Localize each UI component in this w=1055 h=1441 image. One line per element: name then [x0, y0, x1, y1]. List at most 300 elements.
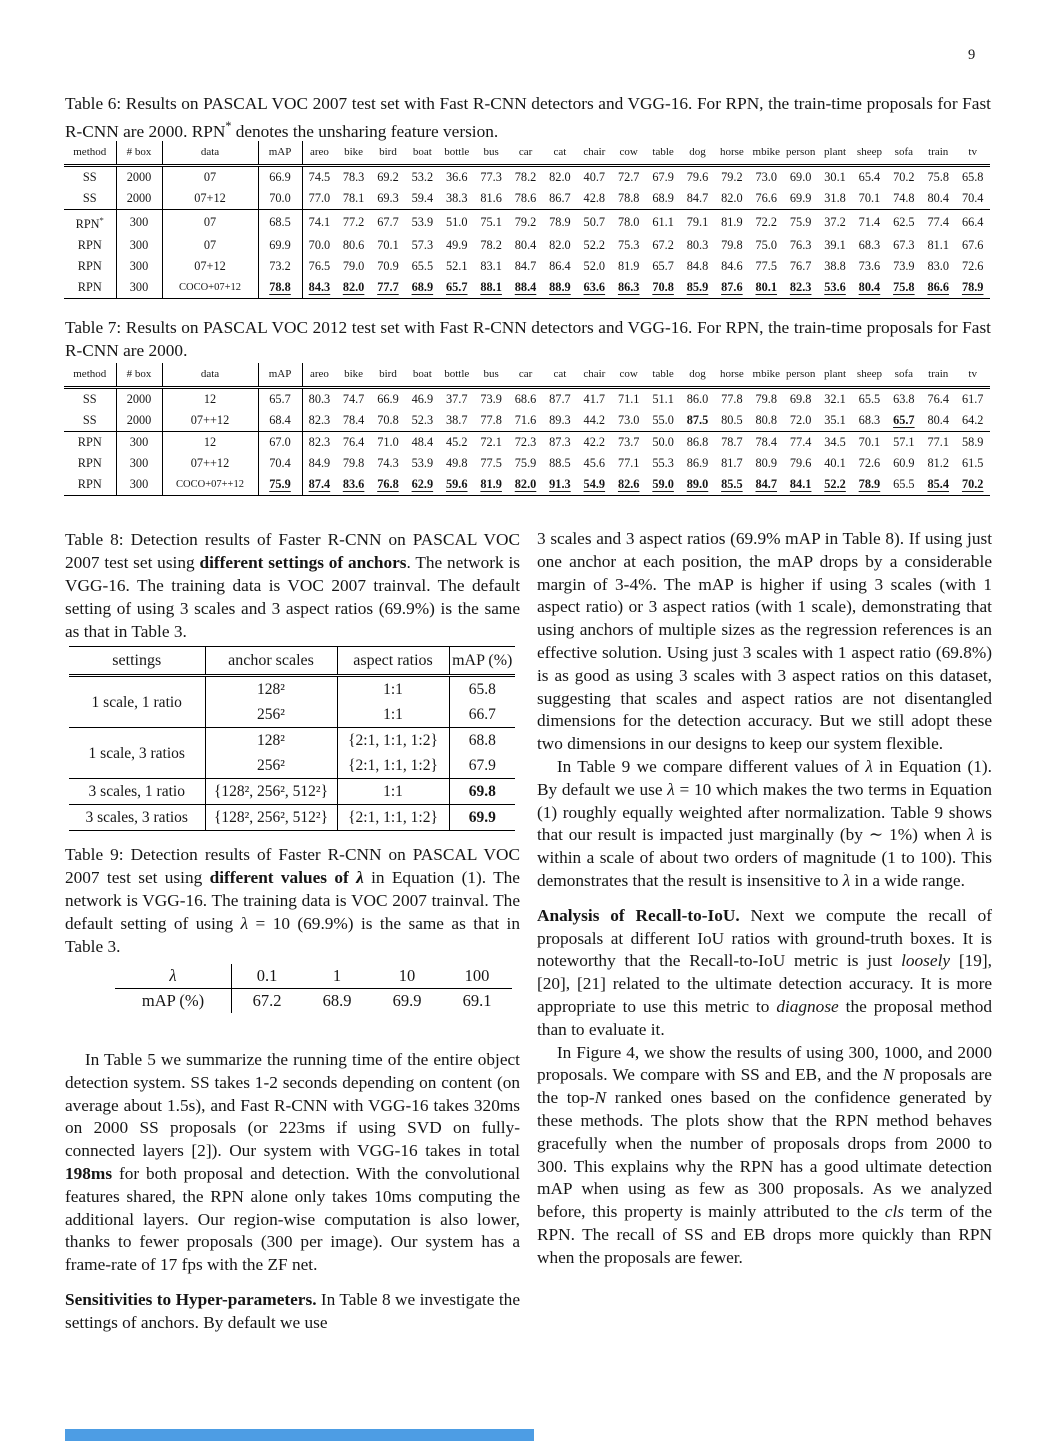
text-segment: λ — [667, 779, 675, 799]
table7-data-cell: 12 — [162, 388, 258, 411]
table7-caption — [65, 316, 991, 362]
table6-value-cell: 65.4 — [858, 170, 881, 184]
table7-value-cell: 45.2 — [440, 432, 474, 454]
text-segment: loosely — [901, 951, 951, 971]
table8-map-cell: 65.8 — [468, 681, 496, 698]
table7-value-cell: 72.0 — [789, 413, 812, 427]
text-segment: for both proposal and detection. With the convolutional features shared, the RPN alone only takes 10ms computing the additional layers. Our region-wise computation is also lower, thanks to fewer proposals (300 per image). Our system has a frame-rate of 17 fps with the ZF net. — [65, 1163, 520, 1275]
table6-header-bottle: bottle — [440, 141, 474, 166]
table6-value-cell: 69.3 — [377, 191, 399, 205]
table7-value-cell: 52.2 — [818, 474, 852, 496]
table8-scales-cell: 256² — [205, 753, 337, 779]
table7-value-cell: 46.9 — [411, 392, 434, 406]
table8-map-cell: 69.8 — [449, 779, 515, 805]
table7-value-cell: 61.7 — [961, 392, 984, 406]
table8-ratios-cell: 1:1 — [337, 676, 449, 703]
table6-value-cell: 74.5 — [308, 170, 331, 184]
table6-value-cell: 73.9 — [893, 259, 915, 274]
paragraph-figure4 — [537, 1042, 992, 1270]
table7-value-cell: 70.2 — [955, 474, 990, 496]
table6-data-cell: 07 — [162, 210, 258, 236]
table6-value-cell: 39.1 — [824, 238, 846, 253]
table6-header-car: car — [508, 141, 542, 166]
table8-scales-cell: {128², 256², 512²} — [205, 779, 337, 805]
table7-value-cell: 72.3 — [508, 432, 542, 454]
table7-value-cell: 42.2 — [577, 432, 611, 454]
table9-caption — [65, 843, 520, 958]
table6-data-cell: 07 — [162, 235, 258, 256]
table7-value-cell: 81.2 — [927, 456, 949, 470]
text-segment: term of the RPN. The recall of SS and EB drops more quickly than RPN when the proposals are fewer. — [537, 1202, 992, 1267]
table6-value-cell: 68.9 — [652, 191, 674, 205]
footer-link-bar — [65, 1429, 534, 1441]
table6-method-cell: RPN — [64, 277, 116, 299]
table6-value-cell: 65.5 — [411, 259, 434, 274]
table7-value-cell: 78.4 — [342, 413, 365, 427]
table6-value-cell: 81.9 — [617, 259, 640, 274]
table6-value-cell: 38.8 — [824, 259, 846, 274]
table7-value-cell: 65.5 — [887, 474, 921, 496]
table6-map-cell: 70.0 — [258, 188, 302, 210]
text-segment: in a wide range. — [850, 870, 965, 890]
table6-value-cell: 70.2 — [893, 170, 915, 184]
text-segment: 3 scales and 3 aspect ratios (69.9% mAP in Table 8). If using just one anchor at each position, the mAP drops by a considerable margin of 3-4%. The mAP is higher if using 3 scales (with 1 aspect ratio) or 3 aspect ratios (with 1 scale), demonstrating that using anchors of multiple sizes as the regression references is an effective solution. Using just 3 scales with 1 aspect ratio (69.8%) is as good as using 3 scales with 3 aspect ratios on this dataset, suggesting that scales and aspect ratios are not disentangled dimensions for the detection accuracy. But we still adopt these two dimensions in our designs to keep our system flexible. — [537, 529, 992, 754]
table7-value-cell: 79.6 — [789, 456, 812, 470]
table7-value-cell: 74.3 — [377, 456, 399, 470]
text-segment: denotes the unsharing feature version. — [231, 121, 499, 141]
table6-value-cell: 86.6 — [921, 277, 955, 299]
table6-value-cell: 76.3 — [789, 238, 812, 253]
table7-value-cell: 72.6 — [858, 456, 881, 470]
table7-value-cell: 41.7 — [583, 392, 606, 406]
table6-method-cell: RPN — [64, 256, 116, 277]
table8-anchor-settings — [65, 646, 520, 831]
table7-value-cell: 78.9 — [852, 474, 886, 496]
text-segment: N — [882, 1065, 895, 1085]
table9-map-value: 69.1 — [462, 991, 492, 1010]
table6-value-cell: 65.7 — [440, 277, 474, 299]
table8-settings-cell: 1 scale, 3 ratios — [69, 728, 205, 779]
text-segment: In Table 5 we summarize the running time of the entire object detection system. SS takes 1-2 seconds depending on content (on average about 1.5s), and Fast R-CNN with VGG-16 takes 320ms on 2000 SS proposals (or 223ms if using SVD on fully-connected layers [2]). Our system with VGG-16 takes in total — [65, 1050, 520, 1161]
table7-value-cell: 77.1 — [617, 456, 640, 470]
table7-value-cell: 69.8 — [789, 392, 812, 406]
table9-lambda-values — [65, 964, 520, 1013]
table6-value-cell: 77.0 — [308, 191, 331, 205]
table6-value-cell: 79.2 — [508, 210, 542, 236]
table6-data-cell: 07 — [162, 166, 258, 189]
table7-value-cell: 71.6 — [514, 413, 537, 427]
table6-value-cell: 66.4 — [955, 210, 990, 236]
table7-value-cell: 35.1 — [824, 413, 846, 427]
text-segment: Next we compute the recall of proposals at different IoU ratios with ground-truth boxes. It is noteworthy that the Recall-to-IoU metric is just — [537, 905, 992, 971]
table7-value-cell: 70.8 — [377, 413, 399, 427]
table6-value-cell: 30.1 — [824, 170, 846, 184]
table7-header-chair: chair — [577, 363, 611, 388]
table9-map-label: mAP (%) — [115, 989, 232, 1014]
table7-value-cell: 58.9 — [955, 432, 990, 454]
text-segment: Analysis of Recall-to-IoU. — [537, 905, 740, 925]
table6-header-bird: bird — [371, 141, 405, 166]
table9-lambda-value-header: 10 — [372, 964, 442, 989]
table6-value-cell: 76.5 — [308, 259, 331, 274]
table6-value-cell: 79.0 — [342, 259, 365, 274]
table6-value-cell: 85.9 — [680, 277, 714, 299]
table9-lambda-value-header: 100 — [442, 964, 512, 989]
text-segment: in Equation (1). The network is VGG-16. The training data is VOC 2007 trainval. The default setting of using — [65, 868, 520, 933]
table6-value-cell: 68.3 — [858, 238, 881, 253]
table6-value-cell: 78.0 — [612, 210, 646, 236]
table7-header-data: data — [162, 363, 258, 388]
table7-header-car: car — [508, 363, 542, 388]
table6-value-cell: 75.8 — [887, 277, 921, 299]
table7-value-cell: 86.8 — [680, 432, 714, 454]
text-segment: λ — [842, 870, 851, 890]
table6-value-cell: 86.7 — [549, 191, 571, 205]
table8-map-cell: 66.7 — [468, 706, 496, 723]
table7-value-cell: 70.1 — [852, 432, 886, 454]
table7-value-cell: 80.4 — [927, 413, 949, 427]
table6-header-train: train — [921, 141, 955, 166]
table7-value-cell: 81.9 — [474, 474, 508, 496]
text-segment: In Figure 4, we show the results of using 300, 1000, and 2000 proposals. We compare with SS and EB, and the — [537, 1042, 992, 1085]
text-segment: N — [594, 1088, 607, 1108]
table7-header-plant: plant — [818, 363, 852, 388]
table6-value-cell: 80.4 — [514, 238, 537, 253]
table7-value-cell: 66.9 — [377, 392, 399, 406]
table7-header-bird: bird — [371, 363, 405, 388]
table7-value-cell: 59.6 — [440, 474, 474, 496]
text-segment: proposals are the top- — [537, 1065, 992, 1108]
right-column — [537, 528, 992, 1270]
table7-header-bottle: bottle — [440, 363, 474, 388]
table6-header-horse: horse — [715, 141, 749, 166]
table9-map-value: 68.9 — [322, 991, 352, 1010]
table6-value-cell: 72.7 — [617, 170, 640, 184]
table7-value-cell: 45.6 — [583, 456, 606, 470]
text-segment: λ — [240, 914, 249, 933]
table7-method-cell: RPN — [64, 474, 116, 496]
text-segment: . The network is VGG-16. The training data is VOC 2007 trainval. The default setting of using 3 scales and 3 aspect ratios (69.9%) is the same as that in Table 3. — [65, 553, 520, 641]
table6-header-chair: chair — [577, 141, 611, 166]
table8-map-cell: 67.9 — [468, 757, 496, 774]
table7-header-person: person — [783, 363, 817, 388]
table6-value-cell: 75.1 — [474, 210, 508, 236]
table6-value-cell: 75.3 — [617, 238, 640, 253]
table8-ratios-cell: 1:1 — [337, 702, 449, 728]
table7-value-cell: 80.8 — [755, 413, 778, 427]
table7-header-sofa: sofa — [887, 363, 921, 388]
table9-lambda-value-header: 1 — [302, 964, 372, 989]
asterisk: * — [99, 215, 104, 225]
table6-header-plant: plant — [818, 141, 852, 166]
table7-data-cell: 07++12 — [162, 453, 258, 474]
table6-value-cell: 79.8 — [721, 238, 743, 253]
table7-value-cell: 72.1 — [474, 432, 508, 454]
table6-value-cell: 67.9 — [652, 170, 674, 184]
table6-value-cell: 62.5 — [887, 210, 921, 236]
table7-value-cell: 87.7 — [549, 392, 571, 406]
table6-value-cell: 78.9 — [955, 277, 990, 299]
table7-value-cell: 60.9 — [893, 456, 915, 470]
table7-header-table: table — [646, 363, 680, 388]
table7-value-cell: 73.0 — [617, 413, 640, 427]
table7-value-cell: 65.7 — [893, 413, 915, 427]
table7-value-cell: 89.0 — [680, 474, 714, 496]
table6-header-method: method — [64, 141, 116, 166]
text-segment: Table 8: Detection results of Faster R-CNN on PASCAL VOC 2007 test set using — [65, 530, 520, 572]
table6-value-cell: 79.6 — [686, 170, 709, 184]
table6-method-cell: RPN — [64, 235, 116, 256]
table6-value-cell: 80.3 — [686, 238, 709, 253]
table6-value-cell: 74.8 — [893, 191, 915, 205]
table6-value-cell: 63.6 — [577, 277, 611, 299]
table7-value-cell: 83.6 — [336, 474, 370, 496]
table6-results-voc2007 — [64, 141, 990, 299]
table6-value-cell: 67.2 — [652, 238, 674, 253]
table7-header-sheep: sheep — [852, 363, 886, 388]
table7-value-cell: 49.8 — [445, 456, 468, 470]
table6-value-cell: 51.0 — [440, 210, 474, 236]
text-segment: Table 7: Results on PASCAL VOC 2012 test set with Fast R-CNN detectors and VGG-16. For RPN, the train-time proposals for Fast R-CNN are 2000. — [65, 318, 991, 360]
text-segment: diagnose — [776, 996, 839, 1016]
table7-box-cell: 2000 — [116, 410, 162, 432]
table6-value-cell: 80.4 — [927, 191, 949, 205]
table7-value-cell: 38.7 — [445, 413, 468, 427]
table7-value-cell: 77.1 — [921, 432, 955, 454]
paragraph-recall-to-iou — [537, 905, 992, 1042]
table8-scales-cell: 128² — [205, 676, 337, 703]
table6-value-cell: 53.6 — [818, 277, 852, 299]
table7-value-cell: 55.0 — [652, 413, 674, 427]
table6-method-cell: SS — [64, 188, 116, 210]
table7-value-cell: 77.5 — [480, 456, 502, 470]
table7-value-cell: 48.4 — [405, 432, 439, 454]
table7-value-cell: 84.1 — [783, 474, 817, 496]
table7-value-cell: 75.9 — [514, 456, 537, 470]
table6-value-cell: 77.4 — [921, 210, 955, 236]
table6-value-cell: 78.9 — [543, 210, 577, 236]
table7-header-dog: dog — [680, 363, 714, 388]
table6-value-cell: 84.7 — [514, 259, 537, 274]
table8-header-settings: settings — [69, 647, 205, 676]
text-segment: different settings of anchors — [199, 553, 407, 572]
table7-value-cell: 52.3 — [411, 413, 434, 427]
text-segment: λ — [865, 756, 873, 776]
table7-value-cell: 80.9 — [755, 456, 778, 470]
table6-box-cell: 300 — [116, 235, 162, 256]
table6-box-cell: 300 — [116, 277, 162, 299]
table6-value-cell: 78.3 — [342, 170, 365, 184]
table7-value-cell: 54.9 — [577, 474, 611, 496]
left-column — [65, 528, 520, 1335]
text-segment: In Table 8 we investigate the settings of anchors. By default we use — [65, 1289, 520, 1332]
table6-value-cell: 65.8 — [961, 170, 984, 184]
text-segment: the proposal method than to evaluate it. — [537, 996, 992, 1039]
table8-header-anchorscales: anchor scales — [205, 647, 337, 676]
table7-value-cell: 74.7 — [342, 392, 365, 406]
table6-box-cell: 300 — [116, 210, 162, 236]
table6-box-cell: 2000 — [116, 166, 162, 189]
table6-value-cell: 78.2 — [480, 238, 502, 253]
table6-value-cell: 70.0 — [308, 238, 331, 253]
table7-value-cell: 53.9 — [411, 456, 434, 470]
table7-value-cell: 63.8 — [893, 392, 915, 406]
table7-header-horse: horse — [715, 363, 749, 388]
table7-value-cell: 82.0 — [508, 474, 542, 496]
table6-value-cell: 69.0 — [789, 170, 812, 184]
table7-value-cell: 50.0 — [646, 432, 680, 454]
table7-value-cell: 79.8 — [755, 392, 778, 406]
table6-value-cell: 82.0 — [336, 277, 370, 299]
table6-value-cell: 70.9 — [377, 259, 399, 274]
table6-value-cell: 67.6 — [961, 238, 984, 253]
table7-value-cell: 89.3 — [549, 413, 571, 427]
table6-value-cell: 80.1 — [749, 277, 783, 299]
table6-header-sheep: sheep — [852, 141, 886, 166]
table6-value-cell: 77.5 — [755, 259, 778, 274]
table6-value-cell: 42.8 — [583, 191, 606, 205]
table6-value-cell: 77.7 — [371, 277, 405, 299]
table7-value-cell: 76.4 — [927, 392, 949, 406]
table7-value-cell: 57.1 — [887, 432, 921, 454]
table7-value-cell: 85.5 — [715, 474, 749, 496]
table6-value-cell: 68.9 — [405, 277, 439, 299]
table8-table — [69, 646, 515, 831]
table6-value-cell: 74.1 — [302, 210, 336, 236]
table6-value-cell: 67.3 — [893, 238, 915, 253]
text-segment: ranked ones based on the confidence generated by these methods. The plots show that the RPN method behaves gracefully when the number of proposals drops from 2000 to 300. This explains why the RPN has a good ultimate detection mAP when using as few as 300 proposals. As we analyzed before, this property is mainly attributed to the — [537, 1088, 992, 1222]
table6-value-cell: 70.4 — [961, 191, 984, 205]
table7-table — [64, 363, 990, 496]
table6-header-cow: cow — [612, 141, 646, 166]
table6-data-cell: COCO+07+12 — [162, 277, 258, 299]
table6-value-cell: 83.1 — [480, 259, 502, 274]
table7-header-bus: bus — [474, 363, 508, 388]
table7-map-cell: 65.7 — [258, 388, 302, 411]
table6-value-cell: 78.8 — [617, 191, 640, 205]
table6-value-cell: 52.1 — [445, 259, 468, 274]
table6-value-cell: 67.7 — [371, 210, 405, 236]
paragraph-sensitivities — [65, 1289, 520, 1335]
table7-results-voc2012 — [64, 363, 990, 496]
table6-value-cell: 49.9 — [445, 238, 468, 253]
table6-value-cell: 86.4 — [549, 259, 571, 274]
table7-header-method: method — [64, 363, 116, 388]
table6-value-cell: 75.0 — [755, 238, 778, 253]
text-segment: Sensitivities to Hyper-parameters. — [65, 1289, 317, 1309]
table7-value-cell: 65.5 — [858, 392, 881, 406]
table6-value-cell: 79.2 — [721, 170, 743, 184]
table6-value-cell: 84.7 — [686, 191, 709, 205]
table7-header-bike: bike — [336, 363, 370, 388]
table7-value-cell: 62.9 — [405, 474, 439, 496]
table7-value-cell: 77.8 — [721, 392, 743, 406]
table6-value-cell: 59.4 — [411, 191, 434, 205]
table7-map-cell: 70.4 — [258, 453, 302, 474]
table7-header-mAP: mAP — [258, 363, 302, 388]
table7-header-cat: cat — [543, 363, 577, 388]
page-number: 9 — [968, 47, 976, 63]
table6-data-cell: 07+12 — [162, 188, 258, 210]
text-segment: 198ms — [65, 1163, 113, 1183]
table7-value-cell: 37.7 — [445, 392, 468, 406]
table6-value-cell: 77.2 — [336, 210, 370, 236]
table6-value-cell: 69.9 — [789, 191, 812, 205]
table8-scales-cell: 256² — [205, 702, 337, 728]
table6-value-cell: 82.0 — [721, 191, 743, 205]
table6-value-cell: 88.9 — [543, 277, 577, 299]
table7-value-cell: 82.3 — [302, 432, 336, 454]
table6-value-cell: 57.3 — [411, 238, 434, 253]
table7-value-cell: 51.1 — [652, 392, 674, 406]
table9-table — [115, 964, 512, 1013]
table6-map-cell: 68.5 — [258, 210, 302, 236]
table8-ratios-cell: {2:1, 1:1, 1:2} — [337, 728, 449, 754]
table8-map-cell: 69.9 — [449, 805, 515, 831]
table8-caption — [65, 528, 520, 643]
table7-value-cell: 73.9 — [480, 392, 502, 406]
table7-value-cell: 76.4 — [336, 432, 370, 454]
table8-settings-cell: 3 scales, 3 ratios — [69, 805, 205, 831]
table6-value-cell: 70.8 — [646, 277, 680, 299]
table7-value-cell: 81.7 — [721, 456, 743, 470]
table6-header-bike: bike — [336, 141, 370, 166]
table9-map-value: 67.2 — [252, 991, 282, 1010]
table8-header-aspectratios: aspect ratios — [337, 647, 449, 676]
table6-value-cell: 50.7 — [577, 210, 611, 236]
table6-map-cell: 78.8 — [258, 277, 302, 299]
table7-header-box: # box — [116, 363, 162, 388]
table7-value-cell: 87.4 — [302, 474, 336, 496]
table7-header-tv: tv — [955, 363, 990, 388]
table6-header-table: table — [646, 141, 680, 166]
table7-value-cell: 73.7 — [612, 432, 646, 454]
table6-value-cell: 77.3 — [480, 170, 502, 184]
table7-value-cell: 76.8 — [371, 474, 405, 496]
table8-ratios-cell: 1:1 — [337, 779, 449, 805]
table6-value-cell: 73.0 — [755, 170, 778, 184]
table6-header-boat: boat — [405, 141, 439, 166]
table7-value-cell: 61.5 — [961, 456, 984, 470]
table6-header-mbike: mbike — [749, 141, 783, 166]
table6-value-cell: 70.1 — [858, 191, 881, 205]
table6-box-cell: 2000 — [116, 188, 162, 210]
table6-map-cell: 73.2 — [258, 256, 302, 277]
table6-value-cell: 69.2 — [377, 170, 399, 184]
table6-value-cell: 73.6 — [858, 259, 881, 274]
text-segment: cls — [884, 1202, 904, 1222]
table7-value-cell: 44.2 — [583, 413, 606, 427]
table7-header-cow: cow — [612, 363, 646, 388]
table6-value-cell: 38.3 — [445, 191, 468, 205]
text-segment: in Equation (1). By default we use — [537, 756, 993, 799]
table8-map-cell: 68.8 — [449, 728, 515, 754]
table6-value-cell: 79.1 — [680, 210, 714, 236]
table6-value-cell: 88.1 — [474, 277, 508, 299]
table6-value-cell: 81.9 — [715, 210, 749, 236]
table6-header-box: # box — [116, 141, 162, 166]
table6-value-cell: 70.1 — [377, 238, 399, 253]
table6-value-cell: 36.6 — [445, 170, 468, 184]
paragraph-anchor-discussion — [537, 528, 992, 756]
table6-header-bus: bus — [474, 141, 508, 166]
table7-header-boat: boat — [405, 363, 439, 388]
table6-value-cell: 81.1 — [927, 238, 949, 253]
table7-box-cell: 300 — [116, 474, 162, 496]
table6-map-cell: 66.9 — [258, 166, 302, 189]
table6-value-cell: 84.3 — [302, 277, 336, 299]
table7-value-cell: 86.9 — [686, 456, 709, 470]
